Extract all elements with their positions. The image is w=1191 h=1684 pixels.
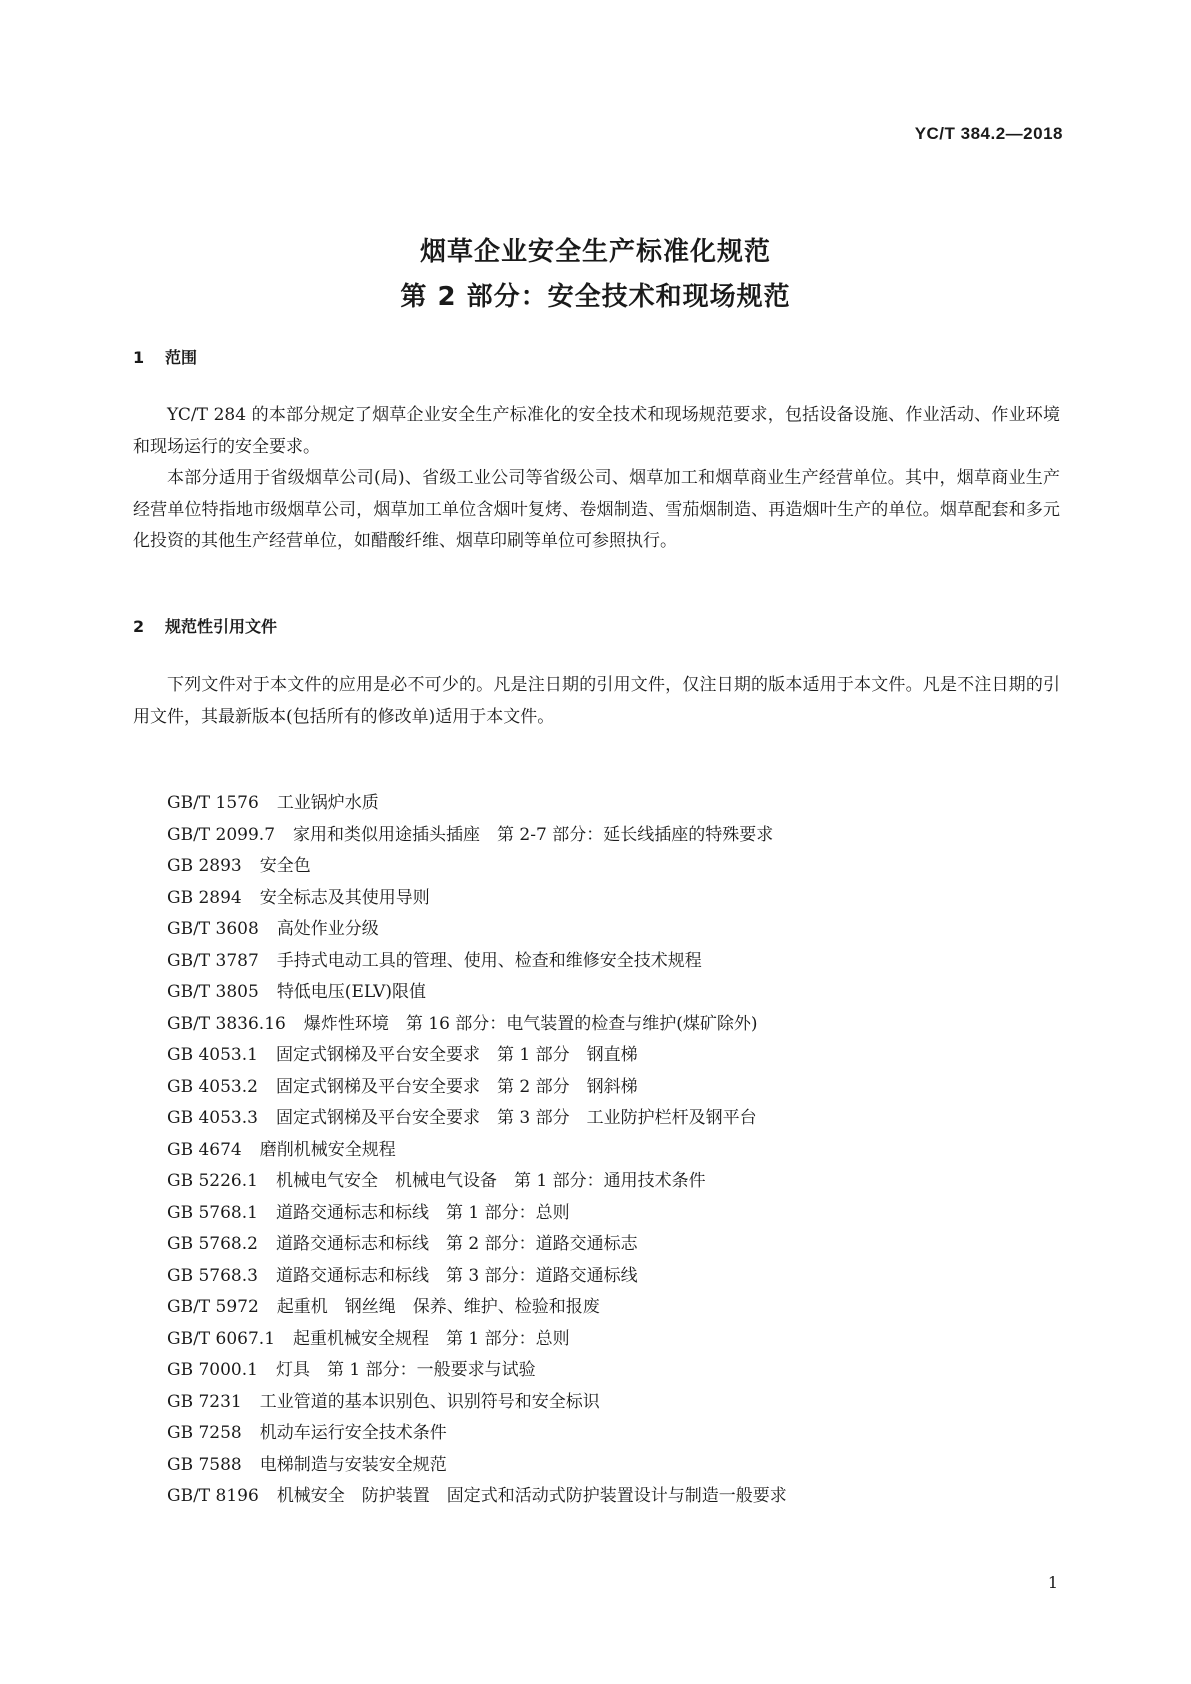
reference-code: GB 4053.2 [167,1076,258,1097]
reference-code: GB 5768.2 [167,1234,258,1254]
reference-title: 家用和类似用途插头插座 第 2-7 部分：延长线插座的特殊要求 [293,824,774,845]
document-title-line1: 烟草企业安全生产标准化规范 [419,237,771,267]
reference-code: GB 7588 [167,1454,242,1475]
reference-item [167,1135,787,1167]
reference-title: 安全标志及其使用导则 [259,887,430,908]
reference-title: 机械安全 防护装置 固定式和活动式防护装置设计与制造一般要求 [276,1486,787,1506]
section-title: 规范性引用文件 [165,617,278,636]
references-intro-paragraph: 下列文件对于本文件的应用是必不可少的。凡是注日期的引用文件，仅注日期的版本适用于本文件。凡是不注日期的引用文件，其最新版本(包括所有的修改单)适用于本文件。 [133,675,1060,727]
reference-item [167,788,787,820]
reference-title: 道路交通标志和标线 第 3 部分：道路交通标线 [275,1265,638,1286]
reference-title: 手持式电动工具的管理、使用、检查和维修安全技术规程 [276,950,702,971]
page-number: 1 [1047,1573,1058,1592]
reference-code: GB 7000.1 [167,1360,258,1380]
section-heading-normative-references [133,614,277,637]
reference-code: GB/T 8196 [167,1486,259,1506]
reference-item [167,1450,787,1482]
reference-item [167,1166,787,1198]
reference-item [167,1229,787,1261]
reference-code: GB 5768.3 [167,1265,258,1286]
reference-item [167,1009,787,1041]
reference-code: GB 5768.1 [167,1202,258,1223]
reference-title: 机械电气安全 机械电气设备 第 1 部分：通用技术条件 [275,1171,706,1191]
reference-title: 高处作业分级 [276,919,379,939]
reference-title: 电梯制造与安装安全规范 [259,1454,447,1475]
reference-item [167,1387,787,1419]
reference-code: GB/T 1576 [167,793,259,813]
reference-code: GB/T 3805 [167,982,259,1002]
reference-item [167,883,787,915]
reference-title: 固定式钢梯及平台安全要求 第 1 部分 钢直梯 [275,1045,638,1065]
reference-item [167,1261,787,1293]
reference-title: 道路交通标志和标线 第 1 部分：总则 [275,1202,570,1223]
reference-title: 固定式钢梯及平台安全要求 第 2 部分 钢斜梯 [275,1076,638,1097]
reference-title: 特低电压(ELV)限值 [276,982,427,1002]
scope-paragraph-1: YC/T 284 的本部分规定了烟草企业安全生产标准化的安全技术和现场规范要求，包括设备设施、作业活动、作业环境和现场运行的安全要求。 [133,405,1060,457]
reference-list [167,788,787,1513]
reference-item [167,977,787,1009]
section-number: 1 [133,348,145,367]
reference-code: GB 4053.3 [167,1108,258,1128]
reference-code: GB 4674 [167,1139,242,1160]
reference-item [167,1198,787,1230]
reference-code: GB 7258 [167,1423,242,1443]
reference-item [167,1324,787,1356]
reference-item [167,1103,787,1135]
reference-item [167,1355,787,1387]
reference-item [167,1481,787,1513]
section-heading-scope [133,345,197,368]
reference-title: 安全色 [259,856,311,876]
reference-item [167,1418,787,1450]
reference-code: GB/T 2099.7 [167,824,276,845]
reference-code: GB/T 3836.16 [167,1013,286,1034]
reference-item [167,851,787,883]
reference-item [167,914,787,946]
reference-title: 机动车运行安全技术条件 [259,1423,447,1443]
reference-item [167,820,787,852]
reference-code: GB 4053.1 [167,1045,258,1065]
reference-item [167,1072,787,1104]
reference-code: GB/T 5972 [167,1297,259,1317]
reference-title: 工业锅炉水质 [276,793,379,813]
reference-code: GB 2894 [167,887,242,908]
section-number: 2 [133,617,145,636]
reference-code: GB 7231 [167,1391,242,1412]
reference-title: 磨削机械安全规程 [259,1139,396,1160]
reference-code: GB 2893 [167,856,242,876]
reference-item [167,1040,787,1072]
reference-code: GB/T 3787 [167,950,259,971]
reference-title: 起重机械安全规程 第 1 部分：总则 [293,1328,570,1349]
reference-item [167,946,787,978]
reference-title: 固定式钢梯及平台安全要求 第 3 部分 工业防护栏杆及钢平台 [275,1108,757,1128]
reference-title: 起重机 钢丝绳 保养、维护、检验和报废 [276,1297,600,1317]
section-title: 范围 [165,348,198,367]
reference-title: 工业管道的基本识别色、识别符号和安全标识 [259,1391,600,1412]
reference-title: 爆炸性环境 第 16 部分：电气装置的检查与维护(煤矿除外) [303,1013,758,1034]
reference-item [167,1292,787,1324]
reference-title: 灯具 第 1 部分：一般要求与试验 [275,1360,536,1380]
reference-code: GB/T 6067.1 [167,1328,276,1349]
reference-code: GB/T 3608 [167,919,259,939]
document-title-line2: 第 2 部分：安全技术和现场规范 [400,282,791,312]
scope-paragraph-2: 本部分适用于省级烟草公司(局)、省级工业公司等省级公司、烟草加工和烟草商业生产经营单位。其中，烟草商业生产经营单位特指地市级烟草公司，烟草加工单位含烟叶复烤、卷烟制造、雪茄烟制造、再造烟叶生产的单位。烟草配套和多元化投资的其他生产经营单位，如醋酸纤维、烟草印刷等单位可参照执行。 [133,468,1060,551]
reference-code: GB 5226.1 [167,1171,258,1191]
standard-code: YC/T 384.2—2018 [914,124,1063,143]
reference-title: 道路交通标志和标线 第 2 部分：道路交通标志 [275,1234,638,1254]
